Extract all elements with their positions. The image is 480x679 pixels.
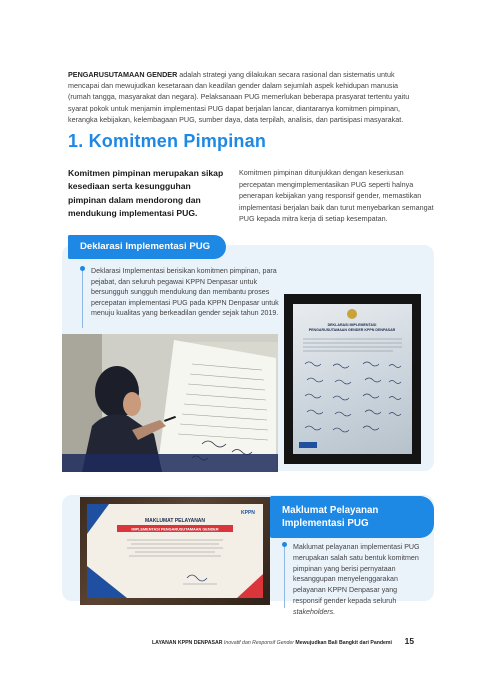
- certificate-logo: KPPN: [241, 510, 255, 516]
- lead-description: Komitmen pimpinan ditunjukkan dengan keseriusan percepatan mengimplementasikan PUG seperti halnya penerapan kebijakan yang responsif gender, memastikan implementasi berjalan baik dan turut menyebarkan semangat PUG kepada mitra kerja di setiap kesempatan.: [239, 168, 434, 224]
- certificate-illustration: [87, 504, 263, 598]
- declaration-document: [293, 304, 412, 454]
- declaration-document-illustration: [293, 304, 412, 454]
- deklarasi-text: Deklarasi Implementasi berisikan komitmen pimpinan, para pejabat, dan seluruh pegawai KPPN Denpasar untuk bersungguh sungguh mendukung dan membantu proses percepatan implementasi PUG pada KPPN Denpasar untuk menuju kualitas yang berkeadilan gender sejak tahun 2019.: [91, 267, 279, 318]
- page-number: 15: [404, 636, 414, 646]
- maklumat-text-italic: stakeholders.: [293, 607, 336, 616]
- maklumat-text: [293, 542, 425, 618]
- intro-term: PENGARUSUTAMAAN GENDER: [68, 70, 178, 79]
- maklumat-text-body: Maklumat pelayanan implementasi PUG merupakan salah satu bentuk komitmen pimpinan yang berisi pernyataan kesanggupan menyelenggarakan pelayanan KPPN Denpasar yang responsif gender kepada seluruh: [293, 543, 420, 605]
- intro-paragraph: [68, 69, 418, 125]
- svg-text:PENGARUSUTAMAAN GENDER KPPN DE: PENGARUSUTAMAAN GENDER KPPN DENPASAR: [308, 328, 396, 332]
- signing-photo: [62, 334, 278, 472]
- intro-text: adalah strategi yang dilakukan secara rasional dan sistematis untuk mencapai dan mewujudkan kesetaraan dan keadilan gender dalam sejumlah aspek kehidupan manusia (rumah tangga, masyarakat dan negara). Pelaksanaan PUG memerlukan beberapa prasyarat tertentu yaitu syarat pokok untuk menjamin implementasi PUG dapat berjalan lancar, diantaranya komitmen pimpinan, kerangka kebijakan, kelembagaan PUG, sumber daya, data terpilah, analisis, dan partisipasi masyarakat.: [68, 70, 410, 124]
- signing-illustration: [62, 334, 278, 472]
- section-title: 1. Komitmen Pimpinan: [68, 131, 267, 151]
- maklumat-certificate: [87, 504, 263, 598]
- deklarasi-bullet-line: [82, 270, 83, 328]
- maklumat-bullet-line: [284, 546, 285, 608]
- maklumat-title-line1: Maklumat Pelayanan: [282, 505, 379, 516]
- certificate-subheading: IMPLEMENTASI PENGARUSUTAMAAN GENDER: [131, 527, 219, 532]
- deklarasi-title: Deklarasi Implementasi PUG: [68, 235, 226, 259]
- deklarasi-bullet-dot: [80, 266, 85, 271]
- svg-text:DEKLARASI IMPLEMENTASI: DEKLARASI IMPLEMENTASI: [327, 323, 377, 327]
- footer-tagline: Inovatif dan Responsif Gender: [222, 640, 296, 646]
- footer-publication: LAYANAN KPPN DENPASAR: [152, 640, 223, 646]
- footer-theme: Mewujudkan Bali Bangkit dari Pandemi: [295, 640, 392, 646]
- declaration-frame-photo: [284, 294, 421, 464]
- maklumat-title: [270, 496, 434, 538]
- maklumat-bullet-dot: [282, 542, 287, 547]
- maklumat-title-line2: Implementasi PUG: [282, 518, 369, 529]
- certificate-heading: MAKLUMAT PELAYANAN: [144, 518, 206, 524]
- page-footer: [152, 640, 392, 646]
- maklumat-certificate-photo: [80, 497, 270, 605]
- lead-statement: Komitmen pimpinan merupakan sikap kesediaan serta kesungguhan pimpinan dalam mendorong dan mendukung implementasi PUG.: [68, 168, 224, 219]
